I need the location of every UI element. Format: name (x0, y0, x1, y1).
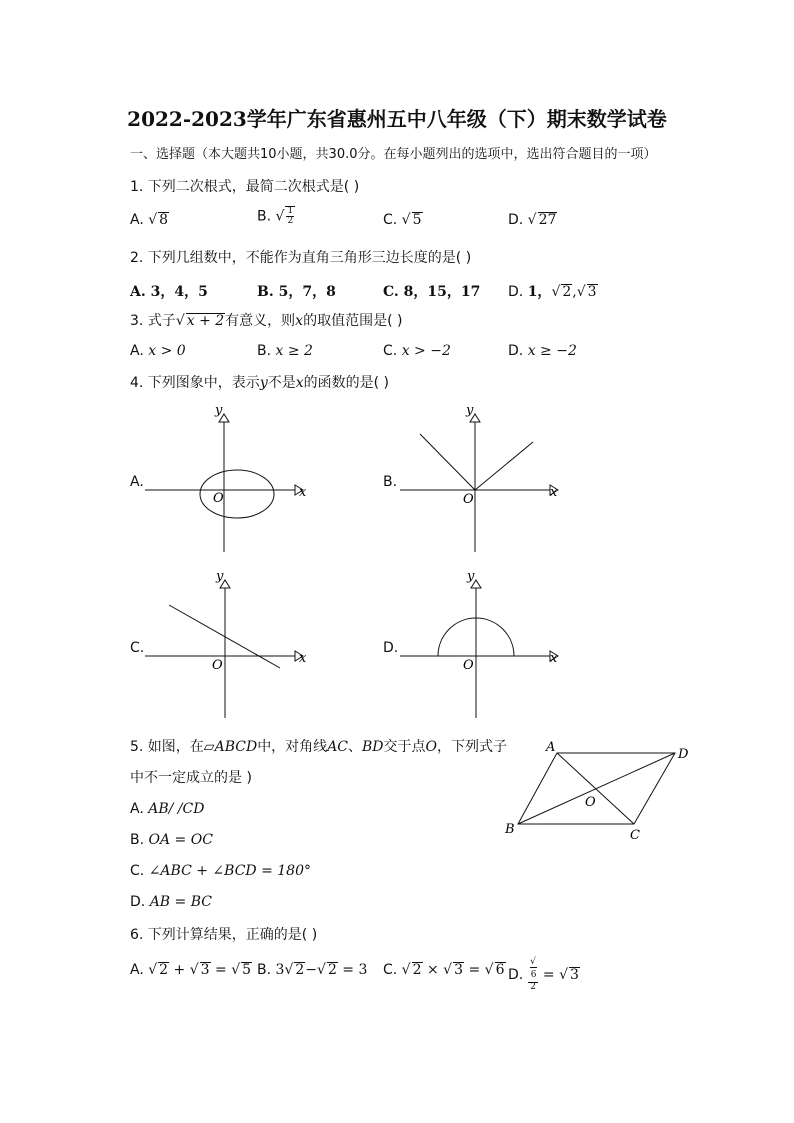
stem-text: 有意义，则 (225, 313, 296, 329)
q4-graph-b[interactable] (400, 402, 570, 554)
radicand: 6 (495, 962, 505, 978)
option-text: ∠ABC + ∠BCD = 180° (148, 863, 311, 879)
option-text: x > 0 (148, 343, 186, 359)
option-text: OA = OC (148, 832, 213, 848)
q1-option-b[interactable]: B. √ $\frac{1}{2}$ (257, 206, 294, 226)
stem-text: 的取值范围是( ) (303, 313, 403, 329)
option-label: D. (508, 284, 524, 300)
option-text: x > −2 (401, 343, 451, 359)
option-label: A. (130, 962, 144, 978)
question-4-stem (130, 374, 389, 392)
math-term: ABCD (214, 739, 258, 755)
option-label: B. (257, 208, 272, 225)
question-5-stem-line2: 中不一定成立的是 ) (130, 770, 252, 786)
option-label: B. (130, 832, 145, 848)
option-label: B. (257, 343, 272, 359)
q3-option-d[interactable] (508, 343, 577, 359)
q4-option-b-label[interactable]: B. (383, 474, 398, 490)
stem-text: 、 (348, 739, 363, 755)
radicand: 5 (412, 212, 422, 228)
x-axis-label: x (550, 485, 558, 500)
radicand: 3 (569, 967, 579, 983)
q2-option-a[interactable]: A. 3，4，5 (130, 284, 208, 300)
origin-label: O (213, 491, 224, 506)
operator: − (305, 962, 318, 978)
q6-option-c[interactable]: C. √ 2 × √ 3 = √ 6 (383, 962, 505, 978)
q4-option-c-label[interactable]: C. (130, 640, 145, 656)
radicand: 3 (200, 962, 210, 978)
right-ray (475, 442, 533, 490)
question-6-stem: 6. 下列计算结果，正确的是( ) (130, 927, 318, 943)
variable: x (295, 313, 304, 329)
q6-option-b[interactable]: B. 3√ 2−√ 2 = 3 (257, 962, 368, 978)
q3-option-c[interactable] (383, 343, 451, 359)
q5-option-b[interactable] (130, 832, 213, 848)
radicand: x + 2 (186, 313, 225, 329)
radicand: 2 (295, 962, 305, 978)
math-term: BD (362, 739, 384, 755)
center-o: O (585, 795, 596, 810)
result: = 3 (337, 962, 368, 978)
option-label: C. (383, 343, 398, 359)
option-label: D. (508, 967, 524, 983)
option-label: A. (130, 343, 144, 359)
option-label: D. (508, 212, 524, 228)
operator: = (210, 962, 232, 978)
q6-option-a[interactable]: A. √ 2 + √ 3 = √ 5 (130, 962, 252, 978)
option-label: B. (257, 962, 272, 978)
radicand: 6 (530, 967, 538, 982)
radicand: 27 (538, 212, 557, 228)
math-term: AC (327, 739, 349, 755)
question-1-stem: 1. 下列二次根式，最简二次根式是( ) (130, 179, 360, 195)
q2-option-b[interactable]: B. 5，7，8 (257, 284, 336, 300)
q3-option-b[interactable] (257, 343, 313, 359)
fraction-denominator: 2 (530, 982, 536, 992)
q1-option-c[interactable]: C. √ 5 (383, 212, 422, 228)
radicand: 2 (327, 962, 337, 978)
q4-graph-d[interactable] (400, 570, 570, 722)
question-3-stem: 3. 式子√ x + 2有意义，则x的取值范围是( ) (130, 313, 403, 329)
stem-text: 4. 下列图象中，表示 (130, 375, 260, 391)
left-ray (420, 434, 475, 490)
y-axis-label: y (215, 403, 223, 418)
origin-label: O (463, 658, 474, 673)
y-axis-label: y (466, 403, 474, 418)
option-label: C. (383, 962, 398, 978)
option-label: C. (383, 212, 398, 228)
vertex-a: A (546, 740, 556, 755)
origin-label: O (212, 658, 223, 673)
option-label: A. (130, 212, 144, 228)
fraction-numerator: 1 (287, 206, 294, 216)
q3-option-a[interactable] (130, 343, 186, 359)
fraction-denominator: 2 (287, 216, 294, 226)
q4-graph-c[interactable] (145, 570, 315, 722)
option-text: AB = BC (149, 894, 212, 910)
q4-option-a-label[interactable]: A. (130, 474, 144, 490)
stem-text: 的函数的是( ) (303, 375, 390, 391)
question-5-stem (130, 738, 507, 756)
operator: + (169, 962, 190, 978)
option-label: D. (508, 343, 524, 359)
vertex-c: C (630, 828, 640, 843)
radicand: 8 (159, 212, 169, 228)
radicand: 3 (587, 284, 597, 300)
q6-option-d[interactable]: D. √ 6 2 = √ 3 (508, 957, 579, 992)
stem-text: 交于点 (383, 739, 426, 755)
separator: , (572, 284, 577, 300)
operator: × (422, 962, 444, 978)
q2-option-c[interactable]: C. 8，15，17 (383, 284, 481, 300)
vertex-d: D (678, 747, 689, 762)
question-2-stem: 2. 下列几组数中，不能作为直角三角形三边长度的是( ) (130, 250, 472, 266)
section-heading: 一、选择题（本大题共10小题，共30.0分。在每小题列出的选项中，选出符合题目的一项） (130, 147, 657, 162)
q4-option-d-label[interactable]: D. (383, 640, 399, 656)
option-text: AB/ /CD (148, 801, 205, 817)
diagonal-bd (518, 753, 675, 824)
q5-option-a[interactable] (130, 801, 204, 817)
variable: y (259, 375, 268, 391)
option-label: D. (130, 894, 146, 910)
option-text: x ≥ 2 (275, 343, 313, 359)
q4-graph-a[interactable] (145, 402, 315, 554)
vertex-b: B (505, 822, 515, 837)
stem-text: 5. 如图，在▱ (130, 739, 215, 755)
radicand: 3 (454, 962, 464, 978)
radicand: 2 (412, 962, 422, 978)
operator: = (464, 962, 485, 978)
option-text: 1， (527, 284, 552, 300)
radicand: 2 (562, 284, 572, 300)
y-axis-label: y (216, 570, 224, 584)
q5-option-c[interactable] (130, 863, 311, 879)
stem-text: 不是 (267, 375, 296, 391)
option-label: A. (130, 801, 144, 817)
q2-option-d[interactable]: D. 1，√ 2,√ 3 (508, 284, 597, 300)
x-axis-label: x (299, 651, 307, 666)
stem-text: 3. 式子 (130, 313, 176, 329)
radicand: 2 (159, 962, 169, 978)
operator: = (538, 967, 560, 983)
stem-text: ，下列式子 (437, 739, 508, 755)
origin-label: O (463, 492, 474, 507)
q1-option-d[interactable]: D. √ 27 (508, 212, 557, 228)
q1-option-a[interactable]: A. √ 8 (130, 212, 169, 228)
stem-text: 中，对角线 (257, 739, 328, 755)
radicand: 5 (242, 962, 252, 978)
option-text: x ≥ −2 (527, 343, 577, 359)
q5-option-d[interactable] (130, 894, 212, 910)
x-axis-label: x (299, 485, 307, 500)
q5-parallelogram-figure (500, 736, 700, 844)
x-axis-label: x (550, 651, 558, 666)
math-term: O (425, 739, 438, 755)
option-label: C. (130, 863, 145, 879)
coefficient: 3 (275, 962, 285, 978)
variable: x (295, 375, 304, 391)
ellipse-curve (200, 470, 274, 518)
y-axis-label: y (467, 570, 475, 584)
page-title: 2022-2023学年广东省惠州五中八年级（下）期末数学试卷 (127, 107, 667, 131)
